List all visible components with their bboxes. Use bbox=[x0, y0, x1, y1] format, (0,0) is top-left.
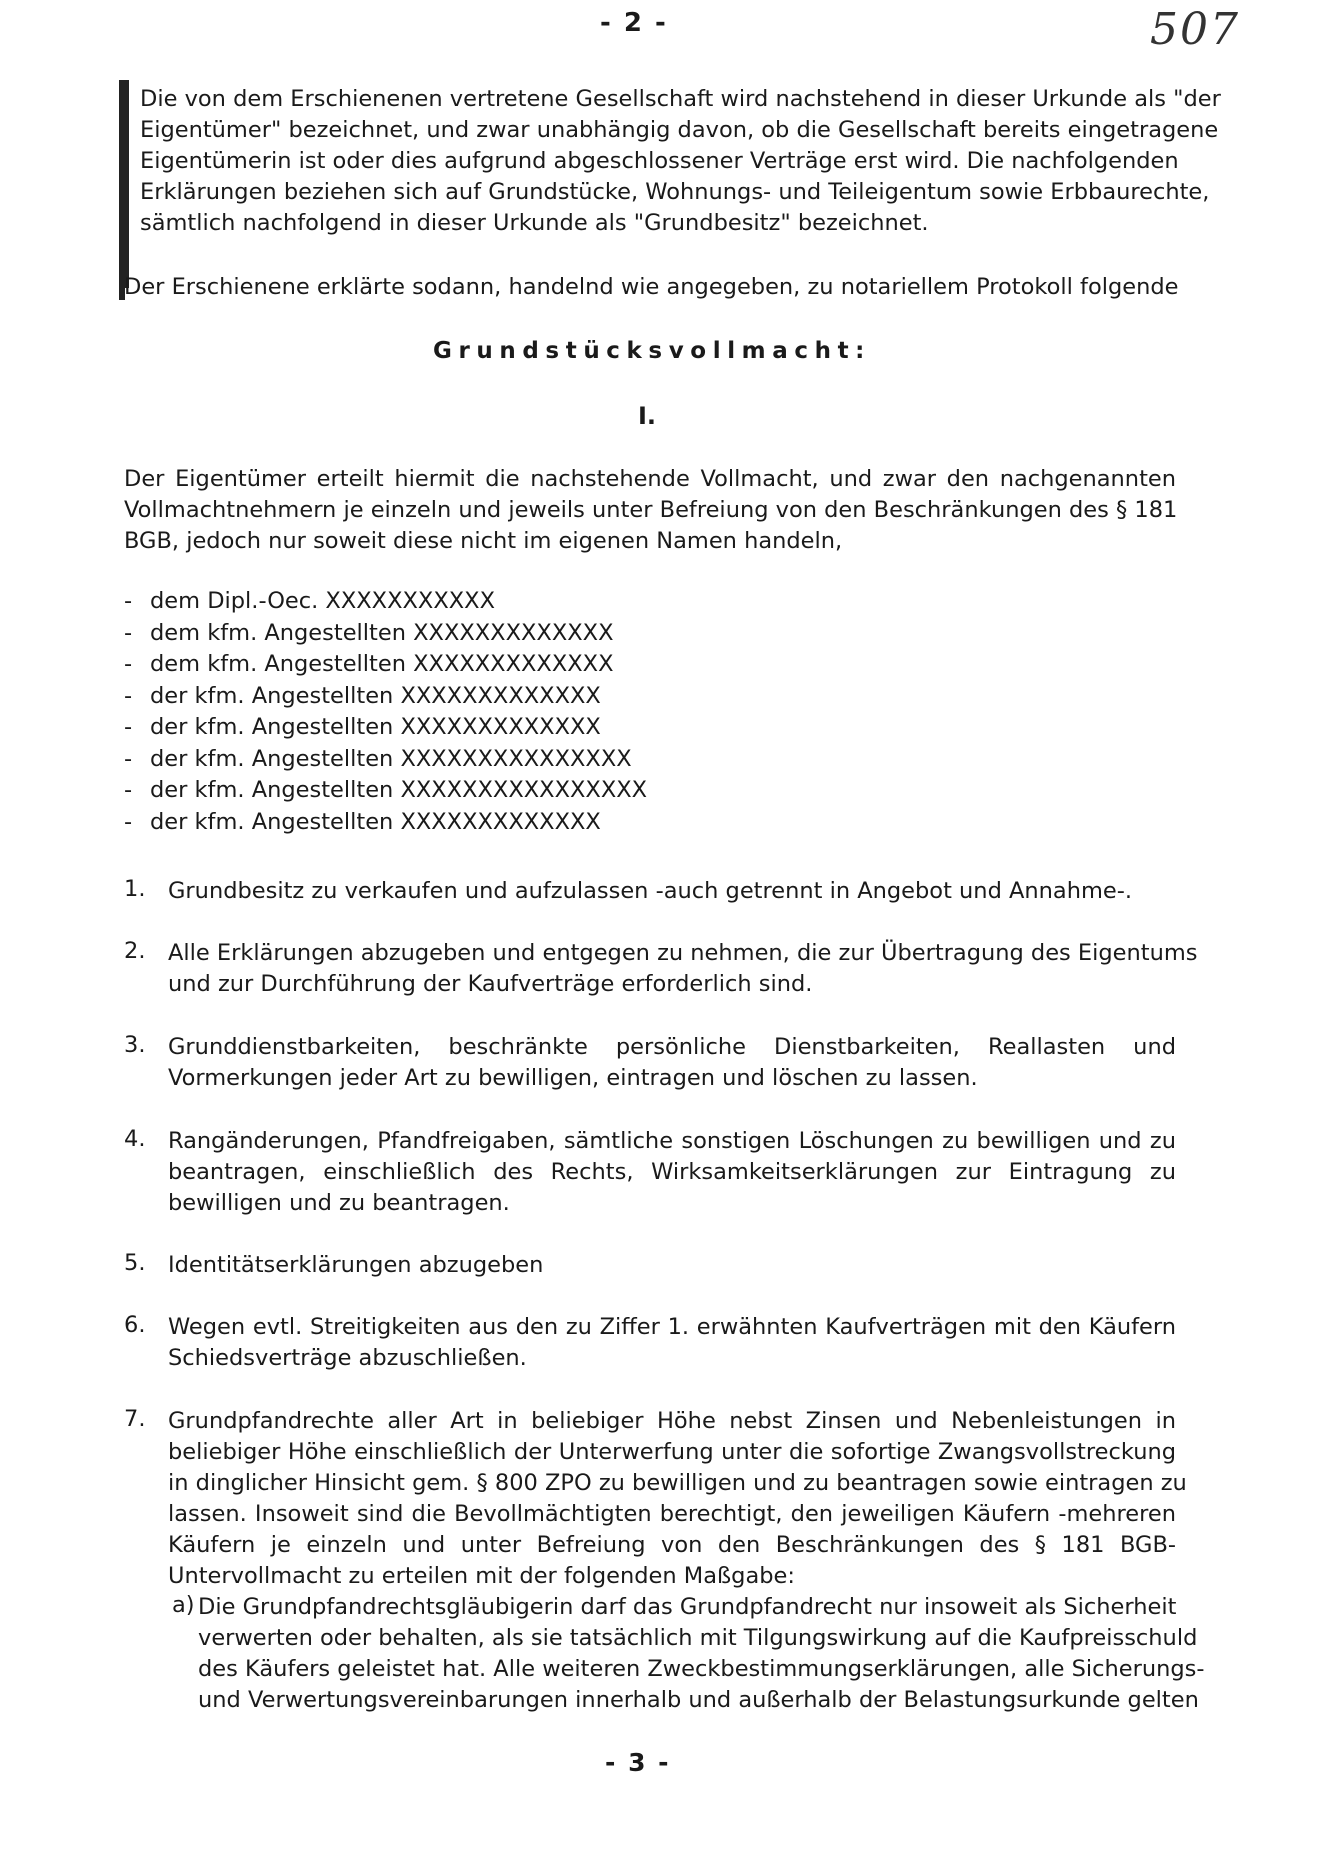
attorney-name: der kfm. Angestellten XXXXXXXXXXXXX bbox=[150, 808, 601, 835]
attorney-name: dem kfm. Angestellten XXXXXXXXXXXXX bbox=[150, 651, 614, 677]
sub-item-text bbox=[198, 1592, 1205, 1716]
item-number: 5. bbox=[124, 1250, 146, 1276]
intro-line: sämtlich nachfolgend in dieser Urkunde als "Grundbesitz" bezeichnet. bbox=[140, 210, 929, 236]
declaration-line: Der Erschienene erklärte sodann, handelnd wie angegeben, zu notariellem Protokoll folgende bbox=[124, 274, 1179, 300]
attorney-name: der kfm. Angestellten XXXXXXXXXXXXX bbox=[150, 714, 601, 740]
item-text bbox=[168, 1406, 1187, 1592]
list-dash: - bbox=[124, 588, 133, 614]
handwritten-folio-number: 507 bbox=[1150, 4, 1240, 55]
scan-margin-mark bbox=[119, 80, 129, 288]
attorney-name: dem kfm. Angestellten XXXXXXXXXXXXX bbox=[150, 619, 614, 646]
item-line: Wegen evtl. Streitigkeiten aus den zu Ziffer 1. erwähnten Kaufverträgen mit den Käufern bbox=[168, 1314, 1176, 1340]
list-dash: - bbox=[124, 651, 133, 677]
attorney-list bbox=[124, 586, 647, 838]
intro-line: Eigentümerin ist oder dies aufgrund abgeschlossener Verträge erst wird. Die nachfolgenden bbox=[140, 148, 1179, 174]
list-item bbox=[124, 649, 647, 681]
item-line: Grundpfandrechte aller Art in beliebiger Höhe nebst Zinsen und Nebenleistungen in bbox=[168, 1408, 1176, 1434]
page-number-bottom: - 3 - bbox=[605, 1748, 671, 1777]
item-number: 7. bbox=[124, 1406, 146, 1432]
item-line: lassen. Insoweit sind die Bevollmächtigten berechtigt, den jeweiligen Käufern -mehreren bbox=[168, 1501, 1176, 1527]
list-item bbox=[124, 681, 647, 713]
grant-paragraph bbox=[124, 464, 1176, 557]
item-line: Grunddienstbarkeiten, beschränkte persönliche Dienstbarkeiten, Reallasten und bbox=[168, 1034, 1176, 1060]
intro-line: Erklärungen beziehen sich auf Grundstücke, Wohnungs- und Teileigentum sowie Erbbaurechte, bbox=[140, 179, 1210, 205]
item-line: Schiedsverträge abzuschließen. bbox=[168, 1345, 527, 1371]
sub-item-line: Die Grundpfandrechtsgläubigerin darf das Grundpfandrecht nur insoweit als Sicherheit bbox=[198, 1594, 1177, 1620]
item-number: 3. bbox=[124, 1032, 146, 1058]
item-line: bewilligen und zu beantragen. bbox=[168, 1190, 510, 1216]
item-text bbox=[168, 1250, 1176, 1281]
item-number: 4. bbox=[124, 1126, 146, 1152]
sub-item-line: verwerten oder behalten, als sie tatsächlich mit Tilgungswirkung auf die Kaufpreisschuld bbox=[198, 1625, 1198, 1651]
item-line: Alle Erklärungen abzugeben und entgegen zu nehmen, die zur Übertragung des Eigentums bbox=[168, 940, 1198, 966]
intro-line: Eigentümer" bezeichnet, und zwar unabhängig davon, ob die Gesellschaft bereits eingetragene bbox=[140, 117, 1219, 143]
sub-item-line: des Käufers geleistet hat. Alle weiteren Zweckbestimmungserklärungen, alle Sicherungs- bbox=[198, 1656, 1205, 1682]
list-item bbox=[124, 618, 647, 650]
attorney-name: der kfm. Angestellten XXXXXXXXXXXXX bbox=[150, 682, 601, 709]
item-line: in dinglicher Hinsicht gem. § 800 ZPO zu bewilligen und zu beantragen sowie eintragen zu bbox=[168, 1470, 1187, 1496]
list-dash: - bbox=[124, 619, 133, 646]
item-line: Käufern je einzeln und unter Befreiung von den Beschränkungen des § 181 BGB- bbox=[168, 1532, 1176, 1558]
list-item bbox=[124, 775, 647, 807]
item-text bbox=[168, 876, 1176, 907]
grant-line: BGB, jedoch nur soweit diese nicht im eigenen Namen handeln, bbox=[124, 528, 843, 554]
intro-line: Die von dem Erschienenen vertretene Gesellschaft wird nachstehend in dieser Urkunde als "der bbox=[140, 86, 1221, 112]
item-line: beliebiger Höhe einschließlich der Unterwerfung unter die sofortige Zwangsvollstreckung bbox=[168, 1439, 1176, 1465]
item-number: 1. bbox=[124, 876, 146, 902]
list-item bbox=[124, 712, 647, 744]
item-line: beantragen, einschließlich des Rechts, Wirksamkeitserklärungen zur Eintragung zu bbox=[168, 1159, 1176, 1185]
item-number: 6. bbox=[124, 1312, 146, 1338]
item-line: Untervollmacht zu erteilen mit der folgenden Maßgabe: bbox=[168, 1563, 795, 1589]
intro-paragraph bbox=[140, 84, 1221, 239]
attorney-name: der kfm. Angestellten XXXXXXXXXXXXXXXX bbox=[150, 777, 648, 803]
list-item bbox=[124, 807, 647, 839]
attorney-name: dem Dipl.-Oec. XXXXXXXXXXX bbox=[150, 588, 495, 614]
sub-item-line: und Verwertungsvereinbarungen innerhalb und außerhalb der Belastungsurkunde gelten bbox=[198, 1687, 1199, 1713]
list-dash: - bbox=[124, 808, 133, 835]
item-text bbox=[168, 938, 1198, 1000]
list-dash: - bbox=[124, 777, 133, 803]
item-line: Grundbesitz zu verkaufen und aufzulassen -auch getrennt in Angebot und Annahme-. bbox=[168, 878, 1132, 904]
item-line: Rangänderungen, Pfandfreigaben, sämtliche sonstigen Löschungen zu bewilligen und zu bbox=[168, 1128, 1176, 1154]
grant-line: Der Eigentümer erteilt hiermit die nachstehende Vollmacht, und zwar den nachgenannten bbox=[124, 466, 1176, 492]
item-line: Vormerkungen jeder Art zu bewilligen, eintragen und löschen zu lassen. bbox=[168, 1065, 978, 1091]
list-dash: - bbox=[124, 745, 133, 772]
item-text bbox=[168, 1032, 1176, 1094]
list-item bbox=[124, 744, 647, 776]
attorney-name: der kfm. Angestellten XXXXXXXXXXXXXXX bbox=[150, 745, 632, 772]
item-line: und zur Durchführung der Kaufverträge erforderlich sind. bbox=[168, 971, 813, 997]
item-number: 2. bbox=[124, 938, 146, 964]
list-dash: - bbox=[124, 714, 133, 740]
item-line: Identitätserklärungen abzugeben bbox=[168, 1252, 544, 1278]
page-number-top: - 2 - bbox=[600, 8, 668, 38]
list-item bbox=[124, 586, 647, 618]
item-text bbox=[168, 1312, 1176, 1374]
item-text bbox=[168, 1126, 1176, 1219]
grant-line: Vollmachtnehmern je einzeln und jeweils unter Befreiung von den Beschränkungen des § 181 bbox=[124, 497, 1178, 523]
list-dash: - bbox=[124, 682, 133, 709]
sub-item-label: a) bbox=[172, 1592, 195, 1618]
document-heading: Grundstücksvollmacht: bbox=[433, 338, 871, 364]
section-numeral: I. bbox=[638, 402, 657, 430]
